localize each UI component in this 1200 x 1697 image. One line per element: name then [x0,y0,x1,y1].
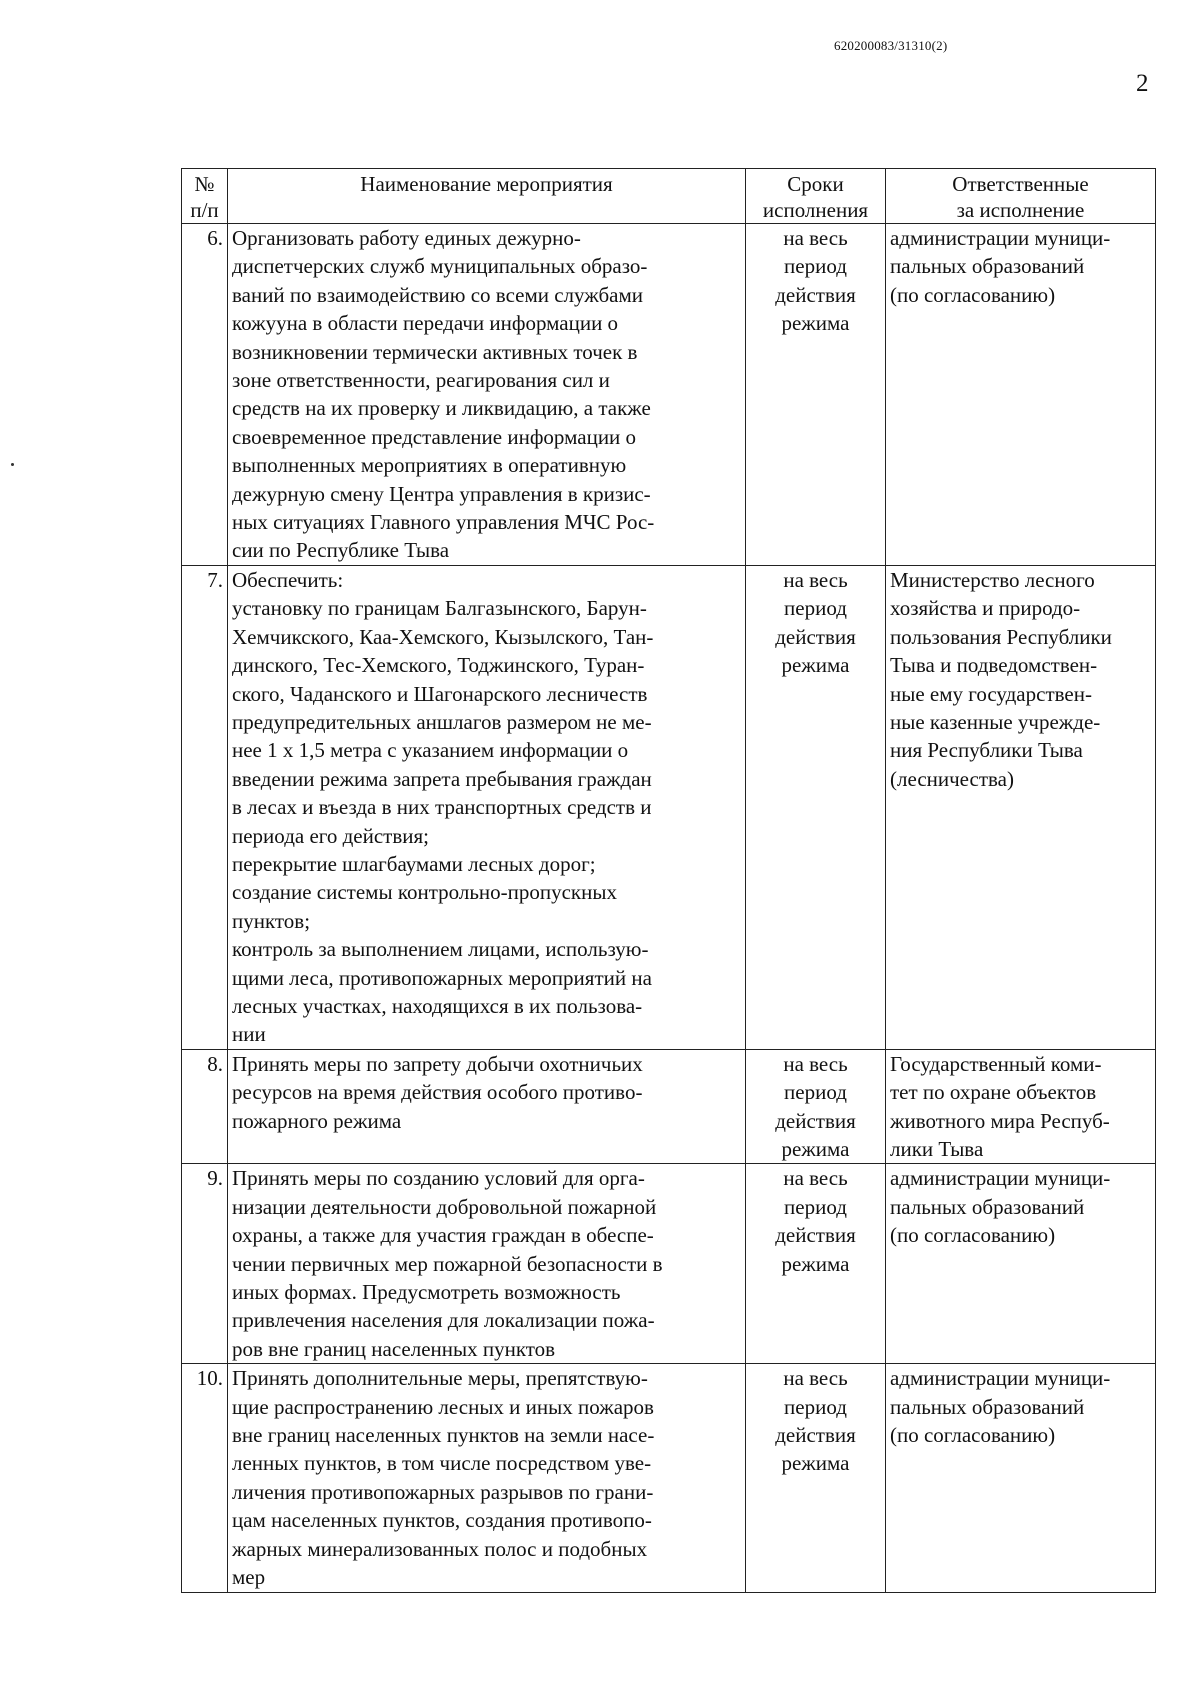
measure-name [228,1164,746,1364]
text-line: сии по Республике Тыва [232,538,450,563]
measure-term [746,224,886,566]
table-row [182,1049,1156,1164]
text-line: щими леса, противопожарных мероприятий на [232,965,652,990]
text-line: администрации муници- [890,1366,1111,1391]
text-line: № [194,172,215,196]
text-line: нии [232,1022,266,1047]
text-line: периода его действия; [232,823,429,848]
text-line: исполнения [762,198,869,222]
table-row [182,224,1156,566]
text-line: ных ситуациях Главного управления МЧС Рос- [232,510,655,535]
text-line: п/п [190,198,219,222]
measure-name [228,565,746,1049]
page-number: 2 [1136,70,1149,97]
text-line: ные ему государствен- [890,681,1092,706]
row-number: 7. [182,565,228,1049]
text-line: период [784,596,847,621]
text-line: администрации муници- [890,226,1111,250]
text-line: режима [781,1137,850,1161]
text-line: (по согласованию) [890,282,1056,307]
text-line: контроль за выполнением лицами, использую- [232,937,649,962]
text-line: вне границ населенных пунктов на земли насе- [232,1423,655,1448]
text-line: режима [781,1451,850,1476]
text-line: лики Тыва [890,1137,984,1161]
text-line: иных формах. Предусмотреть возможность [232,1280,621,1305]
text-line: за исполнение [956,198,1085,222]
measure-responsible [886,224,1156,566]
text-line: тет по охране объектов [890,1080,1097,1105]
text-line: режима [781,653,850,678]
text-line: пунктов; [232,908,311,933]
measure-term [746,1049,886,1164]
text-line: ресурсов на время действия особого противо- [232,1080,643,1105]
text-line: перекрытие шлагбаумами лесных дорог; [232,851,596,876]
measure-responsible [886,1049,1156,1164]
measure-term [746,1164,886,1364]
measure-responsible [886,1164,1156,1364]
text-line: пожарного режима [232,1108,402,1133]
text-line: цам населенных пунктов, создания противопо- [232,1508,652,1533]
row-number: 9. [182,1164,228,1364]
measure-term [746,1364,886,1592]
table-row [182,565,1156,1049]
text-line: период [784,254,847,279]
text-line: хозяйства и природо- [890,596,1081,621]
text-line: период [784,1080,847,1105]
text-line: Наименование мероприятия [360,172,613,196]
text-line: Хемчикского, Каа-Хемского, Кызылского, Тан- [232,624,654,649]
text-line: действия [775,1108,856,1133]
text-line: средств на их проверку и ликвидацию, а также [232,396,651,421]
text-line: Тыва и подведомствен- [890,653,1098,678]
text-line: Принять дополнительные меры, препятствую- [232,1366,648,1391]
text-line: ные казенные учрежде- [890,709,1101,734]
text-line: действия [775,1423,856,1448]
text-line: личения противопожарных разрывов по грани- [232,1479,654,1504]
text-line: в лесах и въезда в них транспортных средств и [232,795,652,820]
text-line: диспетчерских служб муниципальных образо- [232,254,648,279]
scan-artifact-dot [11,463,14,466]
text-line: режима [781,1251,850,1276]
measure-term [746,565,886,1049]
text-line: животного мира Респуб- [890,1108,1110,1133]
text-line: пальных образований [890,1194,1085,1219]
text-line: привлечения населения для локализации пожа- [232,1308,655,1333]
header-responsible [886,169,1156,224]
text-line: действия [775,1223,856,1248]
text-line: на весь [783,1166,848,1191]
text-line: Ответственные [952,172,1089,196]
text-line: нее 1 х 1,5 метра с указанием информации о [232,738,629,763]
text-line: Обеспечить: [232,567,344,592]
header-term [746,169,886,224]
text-line: ров вне границ населенных пунктов [232,1336,556,1361]
text-line: ваний по взаимодействию со всеми службами [232,282,644,307]
text-line: создание системы контрольно-пропускных [232,880,617,905]
text-line: зоне ответственности, реагирования сил и [232,368,610,393]
text-line: на весь [783,226,848,250]
row-number: 6. [182,224,228,566]
measure-responsible [886,1364,1156,1592]
text-line: пальных образований [890,1394,1085,1419]
text-line: на весь [783,567,848,592]
text-line: возникновении термически активных точек в [232,339,638,364]
row-number: 8. [182,1049,228,1164]
measure-name [228,224,746,566]
text-line: Сроки [787,172,844,196]
text-line: период [784,1394,847,1419]
text-line: щие распространению лесных и иных пожаров [232,1394,654,1419]
text-line: (лесничества) [890,766,1014,791]
text-line: Государственный коми- [890,1051,1102,1076]
text-line: действия [775,282,856,307]
text-line: установку по границам Балгазынского, Барун- [232,596,647,621]
text-line: на весь [783,1051,848,1076]
text-line: выполненных мероприятиях в оперативную [232,453,627,478]
table-row [182,1164,1156,1364]
text-line: Принять меры по запрету добычи охотничьих [232,1051,643,1076]
text-line: режима [781,311,850,336]
text-line: жарных минерализованных полос и подобных [232,1536,648,1561]
table-row [182,1364,1156,1592]
document-id: 620200083/31310(2) [834,38,948,53]
text-line: (по согласованию) [890,1423,1056,1448]
measure-name [228,1049,746,1164]
text-line: ского, Чаданского и Шагонарского лесничеств [232,681,648,706]
text-line: ния Республики Тыва [890,738,1083,763]
text-line: предупредительных аншлагов размером не ме- [232,709,652,734]
text-line: Принять меры по созданию условий для орга- [232,1166,645,1191]
text-line: период [784,1194,847,1219]
text-line: своевременное представление информации о [232,424,637,449]
text-line: охраны, а также для участия граждан в обеспе- [232,1223,654,1248]
text-line: пальных образований [890,254,1085,279]
text-line: Организовать работу единых дежурно- [232,226,581,250]
text-line: кожууна в области передачи информации о [232,311,619,336]
header-number [182,169,228,224]
text-line: (по согласованию) [890,1223,1056,1248]
row-number: 10. [182,1364,228,1592]
text-line: Министерство лесного [890,567,1095,592]
measure-responsible [886,565,1156,1049]
text-line: пользования Республики [890,624,1112,649]
text-line: действия [775,624,856,649]
text-line: ленных пунктов, в том числе посредством уве- [232,1451,652,1476]
header-name [228,169,746,224]
header-row [182,169,1156,224]
text-line: низации деятельности добровольной пожарной [232,1194,657,1219]
text-line: чении первичных мер пожарной безопасности в [232,1251,663,1276]
text-line: администрации муници- [890,1166,1111,1191]
text-line: дежурную смену Центра управления в кризис- [232,481,651,506]
text-line: введении режима запрета пребывания граждан [232,766,652,791]
measure-name [228,1364,746,1592]
measures-table [181,168,1156,1593]
text-line: лесных участках, находящихся в их пользова- [232,993,643,1018]
text-line: мер [232,1565,266,1590]
text-line: на весь [783,1366,848,1391]
text-line: динского, Тес-Хемского, Тоджинского, Туран- [232,653,645,678]
